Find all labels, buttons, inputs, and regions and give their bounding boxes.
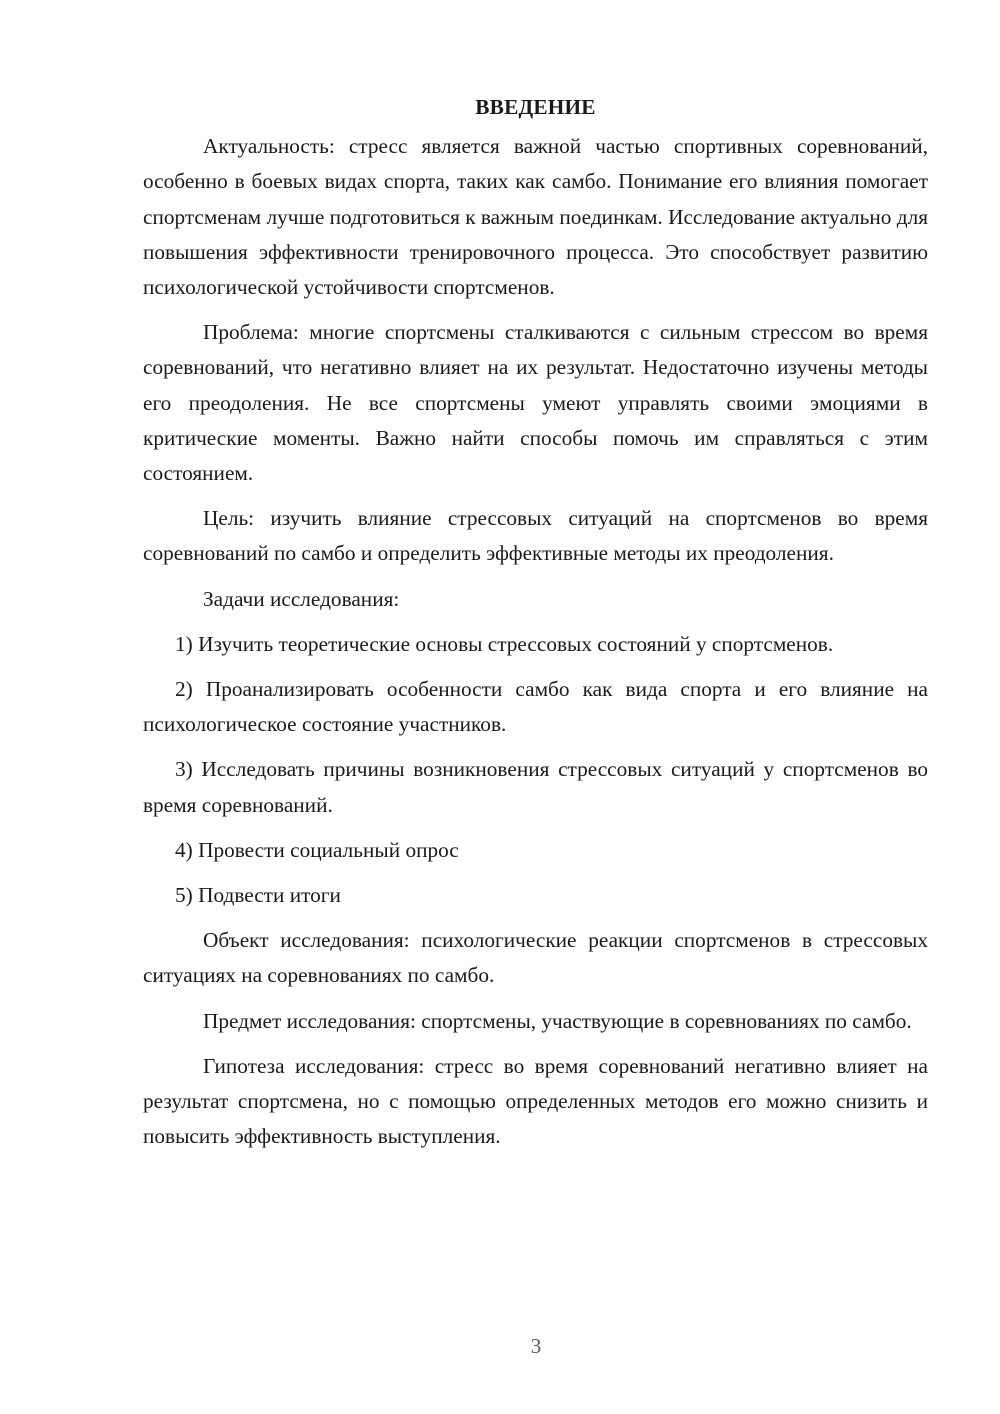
task-item: 3) Исследовать причины возникновения стрессовых ситуаций у спортсменов во время соревнований. [143, 757, 928, 817]
object-paragraph: Объект исследования: психологические реакции спортсменов в стрессовых ситуациях на соревнованиях по самбо. [143, 928, 928, 988]
task-item: 4) Провести социальный опрос [175, 837, 459, 862]
page-number: 3 [530, 1334, 542, 1358]
task-item: 1) Изучить теоретические основы стрессовых состояний у спортсменов. [175, 631, 834, 656]
subject-paragraph: Предмет исследования: спортсмены, участвующие в соревнованиях по самбо. [203, 1008, 912, 1033]
tasks-heading: Задачи исследования: [203, 586, 400, 611]
task-item: 2) Проанализировать особенности самбо как вида спорта и его влияние на психологическое состояние участников. [143, 677, 928, 737]
goal-paragraph: Цель: изучить влияние стрессовых ситуаций на спортсменов во время соревнований по самбо и определить эффективные методы их преодоления. [143, 506, 928, 566]
document-page [143, 90, 928, 1164]
section-title: ВВЕДЕНИЕ [475, 95, 596, 119]
task-item: 5) Подвести итоги [175, 883, 341, 908]
relevance-paragraph: Актуальность: стресс является важной частью спортивных соревнований, особенно в боевых видах спорта, таких как самбо. Понимание его влияния помогает спортсменам лучше подготовиться к важным поединкам. Исследование актуально для повышения эффективности тренировочного процесса. Это способствует развитию психологической устойчивости спортсменов. [143, 134, 928, 300]
hypothesis-paragraph: Гипотеза исследования: стресс во время соревнований негативно влияет на результат спортсмена, но с помощью определенных методов его можно снизить и повысить эффективность выступления. [143, 1053, 928, 1149]
problem-paragraph: Проблема: многие спортсмены сталкиваются с сильным стрессом во время соревнований, что негативно влияет на их результат. Недостаточно изучены методы его преодоления. Не все спортсмены умеют управлять своими эмоциями в критические моменты. Важно найти способы помочь им справляться с этим состоянием. [143, 320, 928, 486]
